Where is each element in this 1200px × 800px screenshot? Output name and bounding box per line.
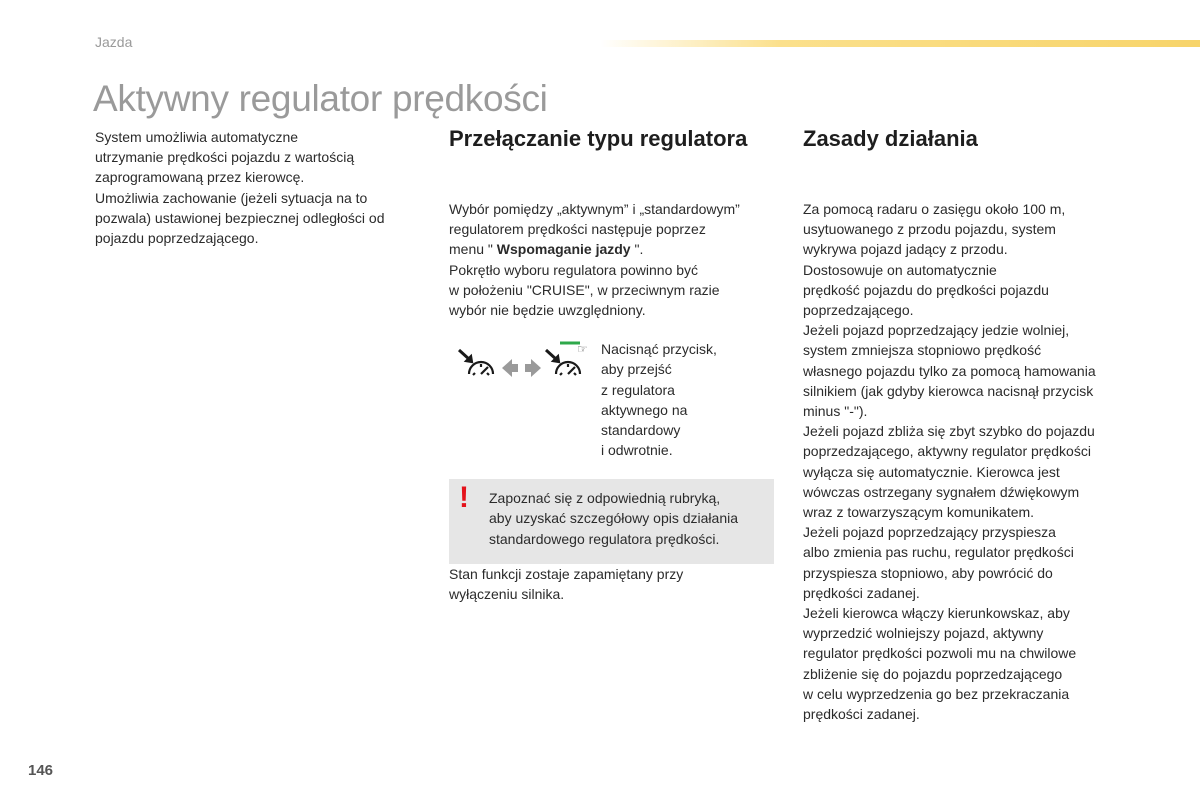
page-number: 146 (28, 762, 54, 779)
cruise-control-icon (459, 350, 493, 375)
intro-text: System umożliwia automatyczne utrzymanie prędkości pojazdu z wartością zaprogramowaną przez kierowcę. Umożliwia zachowanie (jeżeli sytuacja na to pozwala) ustawionej bezpiecznej odległości od pojazdu poprzedzającego. (95, 129, 385, 247)
menu-name: Wspomaganie jazdy (496, 241, 631, 258)
page-title: Aktywny regulator prędkości (93, 78, 548, 119)
header-accent-bar (600, 40, 1200, 47)
cruise-icons (457, 341, 587, 391)
memory-note: Stan funkcji zostaje zapamiętany przy wyłączeniu silnika. (449, 565, 684, 603)
press-note-text: Nacisnąć przycisk, aby przejść z regulatora aktywnego na standardowy i odwrotnie. (601, 341, 717, 459)
section-label: Jazda (95, 34, 133, 50)
principles-heading: Zasady działania (803, 126, 978, 151)
press-note (577, 339, 781, 460)
double-arrow-icon (502, 359, 541, 377)
principles-column (803, 127, 1143, 724)
switch-type-para1 (449, 199, 779, 260)
warning-box (449, 479, 774, 564)
para1-end: ". (630, 241, 644, 258)
hand-pointer-icon: ☞ (577, 342, 588, 357)
switch-type-heading: Przełączanie typu regulatora (449, 126, 748, 151)
intro-column (95, 127, 425, 248)
switch-type-para2: Pokrętło wyboru regulatora powinno być w położeniu "CRUISE", w przeciwnym razie wybór nie będzie uwzględniony. (449, 261, 720, 319)
switch-type-column (449, 127, 779, 604)
active-cruise-control-icon (546, 343, 580, 375)
para1-start: Wybór pomiędzy „aktywnym” i „standardowym” regulatorem prędkości następuje poprzez menu " (449, 201, 740, 258)
toggle-figure (449, 339, 779, 479)
warning-text: Zapoznać się z odpowiednią rubryką, aby uzyskać szczegółowy opis działania standardowego regulatora prędkości. (489, 490, 739, 547)
principles-text: Za pomocą radaru o zasięgu około 100 m, usytuowanego z przodu pojazdu, system wykrywa pojazd jadący z przodu. Dostosowuje on automatycznie prędkość pojazdu do prędkości pojazdu poprzedzającego. Jeżeli pojazd poprzedzający jedzie wolniej, system zmniejsza stopniowo prędkość własnego pojazdu tylko za pomocą hamowania silnikiem (jak gdyby kierowca nacisnął przycisk minus "-"). Jeżeli pojazd zbliża się zbyt szybko do pojazdu poprzedzającego, aktywny regulator prędkości wyłącza się automatycznie. Kierowca jest wówczas ostrzegany sygnałem dźwiękowym wraz z towarzyszącym komunikatem. Jeżeli pojazd poprzedzający przyspiesza albo zmienia pas ruchu, regulator prędkości przyspiesza stopniowo, aby powrócić do prędkości zadanej. Jeżeli kierowca włączy kierunkowskaz, aby wyprzedzić wolniejszy pojazd, aktywny regulator prędkości pozwoli mu na chwilowe zbliżenie się do pojazdu poprzedzającego w celu wyprzedzenia go bez przekraczania prędkości zadanej. (803, 201, 1096, 723)
exclamation-icon: ! (459, 481, 469, 515)
